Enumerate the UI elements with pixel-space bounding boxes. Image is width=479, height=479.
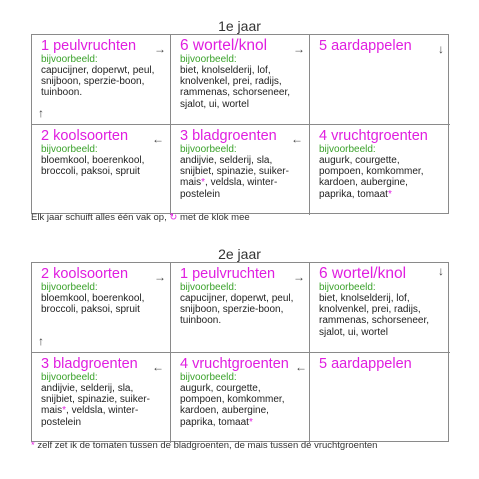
footnote xyxy=(31,440,377,451)
cell-items xyxy=(180,155,302,200)
cell-items xyxy=(319,155,443,200)
year-1-title: 1e jaar xyxy=(218,18,261,34)
cell-items xyxy=(41,383,163,428)
cell-title: 4 vruchtgroenten xyxy=(180,356,289,372)
cell-title: 3 bladgroenten xyxy=(41,356,138,372)
asterisk-icon: * xyxy=(248,416,253,428)
cell-title: 5 aardappelen xyxy=(319,38,412,54)
items-part-b: , veldsla, winter-postelein xyxy=(180,177,278,200)
items-part-b: , veldsla, winter-postelein xyxy=(41,405,139,428)
rotation-note xyxy=(31,212,250,223)
items-part-a: andijvie, selderij, sla, snijbiet, spinazie, suiker-mais xyxy=(41,383,150,417)
arrow-down-icon: ↓ xyxy=(438,264,444,278)
year-1-cell-wortel-knol xyxy=(171,35,310,125)
cell-example-label: bijvoorbeeld: xyxy=(41,54,98,65)
cell-title: 1 peulvruchten xyxy=(180,266,276,282)
cell-title: 6 wortel/knol xyxy=(319,265,407,282)
year-1-cell-koolsoorten xyxy=(32,125,171,215)
cell-title: 2 koolsoorten xyxy=(41,128,129,144)
cell-example-label: bijvoorbeeld: xyxy=(180,282,237,293)
arrow-left-icon: ← xyxy=(152,132,164,146)
year-2-cell-wortel-knol xyxy=(310,263,450,353)
cell-title: 2 koolsoorten xyxy=(41,266,129,282)
cell-example-label: bijvoorbeeld: xyxy=(180,54,237,65)
arrow-right-icon: → xyxy=(154,270,166,284)
arrow-left-icon: ← xyxy=(152,360,164,374)
cell-items: bloemkool, boerenkool, broccoli, paksoi, spruit xyxy=(41,293,145,316)
clockwise-arrow-icon: ↻ xyxy=(169,212,178,223)
year-2-cell-peulvruchten xyxy=(171,263,310,353)
year-1-cell-bladgroenten xyxy=(171,125,310,215)
cell-example-label: bijvoorbeeld: xyxy=(41,372,98,383)
year-2-cell-aardappelen xyxy=(310,353,450,443)
cell-title: 5 aardappelen xyxy=(319,356,412,372)
items-part-a: andijvie, selderij, sla, snijbiet, spinazie, suiker-mais xyxy=(180,155,289,189)
arrow-up-icon: ↑ xyxy=(38,334,44,348)
cell-example-label: bijvoorbeeld: xyxy=(319,144,376,155)
cell-items: capucijner, doperwt, peul, snijboon, sperzie-boon, tuinboon. xyxy=(180,293,294,327)
cell-items: biet, knolselderij, lof, knolvenkel, prei, radijs, rammenas, schorseneer, sjalot, ui, wortel xyxy=(180,65,291,110)
cell-title: 6 wortel/knol xyxy=(180,37,268,54)
footnote-text: zelf zet ik de tomaten tussen de bladgroenten, de mais tussen de vruchtgroenten xyxy=(34,440,378,451)
cell-example-label: bijvoorbeeld: xyxy=(319,282,376,293)
items-part-a: augurk, courgette, pompoen, komkommer, kardoen, aubergine, paprika, tomaat xyxy=(180,383,285,428)
arrow-right-icon: → xyxy=(293,270,305,284)
year-1-grid xyxy=(31,34,449,214)
arrow-left-icon: ← xyxy=(295,360,307,374)
arrow-up-icon: ↑ xyxy=(38,106,44,120)
cell-items: capucijner, doperwt, peul, snijboon, sperzie-boon, tuinboon. xyxy=(41,65,155,99)
cell-example-label: bijvoorbeeld: xyxy=(180,372,237,383)
cell-title: 3 bladgroenten xyxy=(180,128,277,144)
cell-items: biet, knolselderij, lof, knolvenkel, prei, radijs, rammenas, schorseneer, sjalot, ui, wortel xyxy=(319,293,430,338)
arrow-right-icon: → xyxy=(154,42,166,56)
note-text-a: Elk jaar schuift alles één vak op, xyxy=(31,212,170,223)
items-part-a: augurk, courgette, pompoen, komkommer, kardoen, aubergine, paprika, tomaat xyxy=(319,155,424,200)
note-text-b: met de klok mee xyxy=(177,212,250,223)
year-2-grid xyxy=(31,262,449,442)
year-2-cell-bladgroenten xyxy=(32,353,171,443)
cell-example-label: bijvoorbeeld: xyxy=(41,144,98,155)
cell-title: 1 peulvruchten xyxy=(41,38,137,54)
year-2-cell-koolsoorten xyxy=(32,263,171,353)
year-1-cell-vruchtgroenten xyxy=(310,125,450,215)
asterisk-icon: * xyxy=(387,188,392,200)
cell-title: 4 vruchtgroenten xyxy=(319,128,428,144)
asterisk-icon: * xyxy=(62,405,67,417)
year-1-cell-aardappelen xyxy=(310,35,450,125)
asterisk-icon: * xyxy=(201,177,206,189)
arrow-left-icon: ← xyxy=(291,132,303,146)
arrow-right-icon: → xyxy=(293,42,305,56)
year-2-cell-vruchtgroenten xyxy=(171,353,310,443)
asterisk-icon: * xyxy=(31,440,35,451)
arrow-down-icon: ↓ xyxy=(438,42,444,56)
cell-example-label: bijvoorbeeld: xyxy=(180,144,237,155)
cell-items xyxy=(180,383,302,428)
cell-items: bloemkool, boerenkool, broccoli, paksoi, spruit xyxy=(41,155,145,178)
year-1-cell-peulvruchten xyxy=(32,35,171,125)
year-2-title: 2e jaar xyxy=(218,246,261,262)
cell-example-label: bijvoorbeeld: xyxy=(41,282,98,293)
